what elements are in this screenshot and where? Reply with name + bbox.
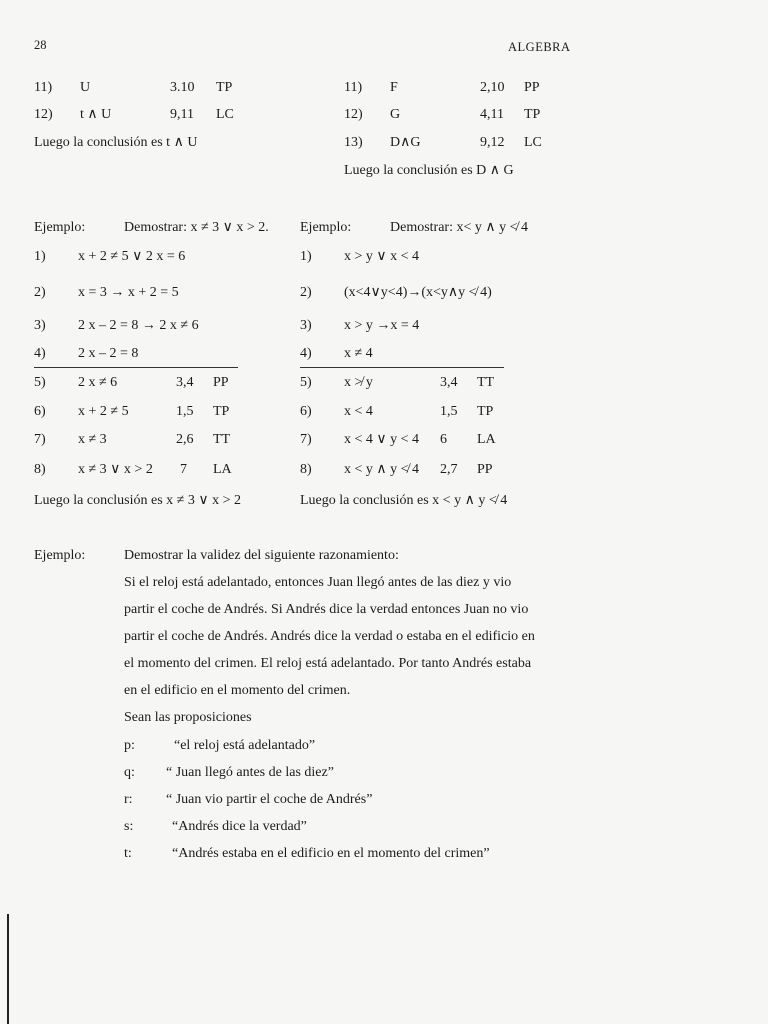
proposition-text: “ Juan llegó antes de las diez” (166, 765, 334, 780)
paragraph-line: partir el coche de Andrés. Si Andrés dice la verdad entonces Juan no vio (124, 602, 529, 617)
paragraph-line: en el edificio en el momento del crimen. (124, 683, 351, 698)
paragraph-line: Sean las proposiciones (124, 710, 252, 725)
step-expression: x < y ∧ y ≮ 4 (344, 462, 420, 477)
inference-rule: TT (213, 432, 231, 447)
step-expression: x + 2 ≠ 5 (78, 404, 129, 419)
inference-rule: LC (216, 107, 234, 122)
step-expression: x ≠ 3 ∨ x > 2 (78, 462, 153, 477)
line-number: 3) (300, 318, 312, 333)
premise-expression: x = 3 → x + 2 = 5 (78, 285, 179, 300)
line-number: 1) (300, 249, 312, 264)
example-goal: Demostrar: x< y ∧ y ≮ 4 (390, 220, 529, 235)
inference-rule: TP (213, 404, 230, 419)
line-number: 12) (344, 107, 363, 122)
proof-expression: G (390, 107, 401, 122)
proposition-text: “Andrés estaba en el edificio en el momento del crimen” (172, 846, 490, 861)
line-number: 8) (300, 462, 312, 477)
line-number: 11) (344, 80, 363, 95)
line-number: 4) (300, 346, 312, 361)
paragraph-line: partir el coche de Andrés. Andrés dice la verdad o estaba en el edificio en (124, 629, 535, 644)
proposition-text: “Andrés dice la verdad” (172, 819, 307, 834)
proposition-text: “el reloj está adelantado” (174, 738, 316, 753)
line-number: 1) (34, 249, 46, 264)
inference-rule: PP (524, 80, 540, 95)
inference-rule: TP (524, 107, 541, 122)
example-label: Ejemplo: (300, 220, 352, 235)
line-reference: 1,5 (176, 404, 194, 419)
line-reference: 4,11 (480, 107, 504, 122)
inference-rule: TP (477, 404, 494, 419)
premise-expression: 2 x – 2 = 8 (78, 346, 139, 361)
conclusion-text: Luego la conclusión es D ∧ G (344, 163, 514, 178)
premise-expression: x ≠ 4 (344, 346, 373, 361)
line-number: 7) (300, 432, 312, 447)
inference-rule: TT (477, 375, 495, 390)
example-label: Ejemplo: (34, 548, 86, 563)
page-title: ALGEBRA (508, 40, 571, 54)
proposition-variable: s: (124, 819, 134, 834)
line-number: 5) (300, 375, 312, 390)
example-goal: Demostrar: x ≠ 3 ∨ x > 2. (124, 220, 269, 235)
proposition-variable: p: (124, 738, 135, 753)
line-reference: 3,4 (440, 375, 458, 390)
proof-expression: D∧G (390, 135, 421, 150)
proof-expression: U (80, 80, 91, 95)
inference-rule: TP (216, 80, 233, 95)
line-number: 3) (34, 318, 46, 333)
inference-rule: LC (524, 135, 542, 150)
scan-edge-line (7, 914, 9, 1024)
proposition-variable: t: (124, 846, 132, 861)
inference-rule: PP (477, 462, 493, 477)
line-number: 4) (34, 346, 46, 361)
premise-expression: x > y →x = 4 (344, 318, 420, 333)
premise-divider (34, 367, 238, 368)
step-expression: x ≠ 3 (78, 432, 107, 447)
step-expression: x < 4 (344, 404, 373, 419)
line-reference: 9,12 (480, 135, 505, 150)
proof-expression: F (390, 80, 398, 95)
line-number: 8) (34, 462, 46, 477)
line-reference: 9,11 (170, 107, 194, 122)
proposition-variable: r: (124, 792, 133, 807)
paragraph-line: Si el reloj está adelantado, entonces Juan llegó antes de las diez y vio (124, 575, 512, 590)
inference-rule: LA (213, 462, 232, 477)
line-reference: 7 (180, 462, 187, 477)
proof-expression: t ∧ U (80, 107, 112, 122)
premise-expression: x + 2 ≠ 5 ∨ 2 x = 6 (78, 249, 186, 264)
line-reference: 1,5 (440, 404, 458, 419)
line-reference: 2,7 (440, 462, 458, 477)
proposition-text: “ Juan vio partir el coche de Andrés” (166, 792, 373, 807)
line-reference: 3.10 (170, 80, 195, 95)
premise-expression: x > y ∨ x < 4 (344, 249, 420, 264)
line-reference: 2,10 (480, 80, 505, 95)
line-number: 13) (344, 135, 363, 150)
inference-rule: PP (213, 375, 229, 390)
line-number: 11) (34, 80, 53, 95)
line-number: 12) (34, 107, 53, 122)
line-number: 6) (300, 404, 312, 419)
inference-rule: LA (477, 432, 496, 447)
line-number: 5) (34, 375, 46, 390)
paragraph-line: el momento del crimen. El reloj está adelantado. Por tanto Andrés estaba (124, 656, 532, 671)
line-reference: 6 (440, 432, 447, 447)
step-expression: x ≯ y (344, 375, 373, 390)
step-expression: 2 x ≠ 6 (78, 375, 118, 390)
conclusion-text: Luego la conclusión es x < y ∧ y ≮ 4 (300, 493, 508, 508)
premise-expression: 2 x – 2 = 8 → 2 x ≠ 6 (78, 318, 199, 333)
step-expression: x < 4 ∨ y < 4 (344, 432, 420, 447)
line-number: 2) (34, 285, 46, 300)
page-number: 28 (34, 38, 47, 52)
line-number: 7) (34, 432, 46, 447)
line-number: 6) (34, 404, 46, 419)
line-number: 2) (300, 285, 312, 300)
line-reference: 3,4 (176, 375, 194, 390)
premise-expression: (x<4∨y<4)→(x<y∧y ≮ 4) (344, 285, 492, 300)
example-label: Ejemplo: (34, 220, 86, 235)
premise-divider (300, 367, 504, 368)
line-reference: 2,6 (176, 432, 194, 447)
conclusion-text: Luego la conclusión es x ≠ 3 ∨ x > 2 (34, 493, 242, 508)
paragraph-line: Demostrar la validez del siguiente razonamiento: (124, 548, 399, 563)
proposition-variable: q: (124, 765, 135, 780)
conclusion-text: Luego la conclusión es t ∧ U (34, 135, 198, 150)
